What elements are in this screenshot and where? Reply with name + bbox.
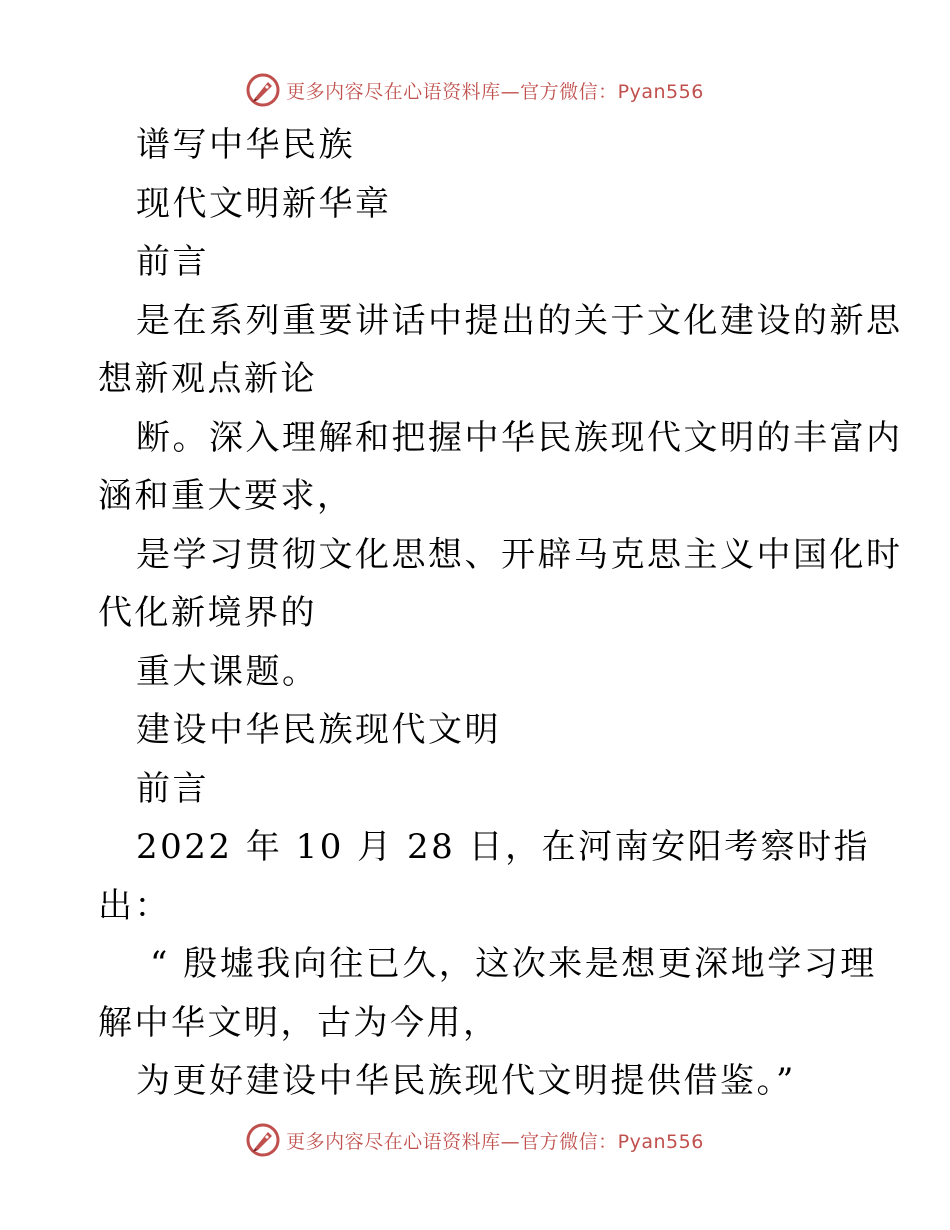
text-line: 建设中华民族现代文明 [136, 710, 501, 750]
pen-nib-logo-icon [246, 73, 280, 107]
text-line: 前言 [136, 768, 209, 809]
text-line: 涵和重大要求， [98, 476, 354, 516]
text-line: 想新观点新论 [98, 359, 317, 399]
text-line: “ 殷墟我向往已久，这次来是想更深地学习理 [150, 944, 877, 984]
header-banner-inner [246, 73, 704, 107]
pen-nib-logo-icon [246, 1123, 280, 1157]
text-line: 为更好建设中华民族现代文明提供借鉴。” [136, 1061, 796, 1101]
text-line: 断。深入理解和把握中华民族现代文明的丰富内 [136, 417, 903, 458]
footer-banner-text: 更多内容尽在心语资料库—官方微信：Pyan556 [286, 1130, 704, 1153]
text-line: 重大课题。 [136, 651, 319, 692]
text-line: 是学习贯彻文化思想、开辟马克思主义中国化时 [136, 534, 903, 575]
text-line: 2022 年 10 月 28 日，在河南安阳考察时指 [136, 827, 871, 867]
footer-banner [0, 1120, 950, 1160]
text-line: 代化新境界的 [98, 593, 317, 633]
footer-banner-inner [246, 1123, 704, 1157]
header-banner-text: 更多内容尽在心语资料库—官方微信：Pyan556 [286, 80, 704, 103]
text-line: 前言 [136, 242, 209, 282]
document-body [98, 116, 903, 1111]
text-line: 谱写中华民族 [136, 125, 355, 165]
header-banner [0, 70, 950, 110]
text-line: 出： [98, 885, 171, 926]
text-line: 是在系列重要讲话中提出的关于文化建设的新思 [136, 300, 903, 341]
text-line: 现代文明新华章 [136, 183, 392, 224]
text-line: 解中华文明，古为今用， [98, 1002, 500, 1043]
